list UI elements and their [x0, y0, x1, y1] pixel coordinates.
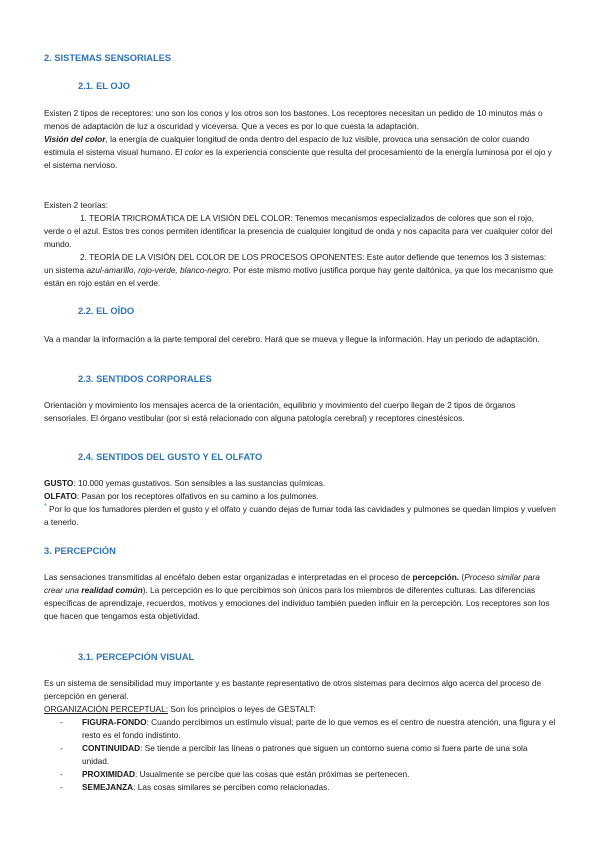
receptores-paragraph: Existen 2 tipos de receptores: uno son los conos y los otros son los bastones. Los receptores necesitan un pedido de 10 minutos más o menos de adaptación de luz a oscuridad y viceversa. Que a veces es por lo que cuesta la adaptación. [44, 108, 543, 131]
heading-sentidos-corporales: 2.3. SENTIDOS CORPORALES [78, 374, 212, 384]
asterisk-icon: * [44, 503, 47, 511]
teorias-intro: Existen 2 teorías: [44, 200, 109, 210]
percepcion-open-paren: ( [459, 572, 465, 582]
list-item [66, 716, 556, 742]
heading-percepcion: 3. PERCEPCIÓN [44, 546, 116, 556]
heading-gusto-olfato: 2.4. SENTIDOS DEL GUSTO Y EL OLFATO [78, 452, 263, 462]
sentidos-corporales-body [44, 399, 556, 425]
heading-sistemas-sensoriales: 2. SISTEMAS SENSORIALES [44, 53, 172, 63]
vision-color-paragraph [44, 133, 556, 172]
percepcion-visual-body [44, 677, 556, 794]
oido-paragraph: Va a mandar la información a la parte temporal del cerebro. Hará que se mueva y llegue la información. Hay un periodo de adaptación. [44, 334, 540, 344]
teoria-tricromatica: 1. TEORÍA TRICROMÁTICA DE LA VISIÓN DEL COLOR: Tenemos mecanismos especializados de colores que son el rojo, verde o el azul. Estos tres conos permiten identificar la presencia de cualquier longitud de onda y nos capacita para ver cualquier color del mundo. [44, 213, 553, 249]
vision-color-text-a: , la energía de cualquier longitud de onda dentro del espacio de luz visible, provoca una sensación de color cuando estimula el sistema visual humano. El [44, 134, 530, 157]
olfato-label: OLFATO [44, 491, 77, 501]
gusto-label: GUSTO [44, 478, 74, 488]
teorias-block [44, 199, 556, 290]
gestalt-item-text: : Las cosas similares se perciben como relacionadas. [133, 782, 330, 792]
gusto-olfato-body [44, 477, 556, 529]
olfato-line [44, 490, 556, 503]
gestalt-item-text: : Se tiende a percibir las líneas o patrones que siguen un contorno suena como si fuera parte de una sola unidad. [82, 743, 528, 766]
percepcion-text-c: ). La percepción es lo que percibimos son únicos para los miembros de diferentes culturas. Las diferencias específicas de aprendizaje, recuerdos, motivos y emociones del individuo también pueden influir en la percepción. Los receptores son los que hacen que tengamos esta objetividad. [44, 585, 550, 621]
percepcion-visual-paragraph: Es un sistema de sensibilidad muy importante y es bastante representativo de otros sistemas para decirnos algo acerca del proceso de percepción en general. [44, 678, 542, 701]
list-item [66, 768, 556, 781]
gestalt-item-label: CONTINUIDAD [82, 743, 141, 753]
gusto-text: : 10.000 yemas gustativos. Son sensibles a las sustancias químicas. [73, 478, 326, 488]
fumadores-note-text: Por lo que los fumadores pierden el gusto y el olfato y cuando dejas de fumar toda las cavidades y pulmones se quedan limpios y vuelven a tenerlo. [44, 504, 556, 527]
gestalt-item-label: SEMEJANZA [82, 782, 134, 792]
teoria2-italic: azul-amarillo, rojo-verde, blanco-negro. [86, 265, 231, 275]
color-term: color [184, 147, 203, 157]
organizacion-perceptual-label: ORGANIZACIÓN PERCEPTUAL: [44, 704, 169, 714]
teoria-procesos-oponentes [44, 251, 556, 290]
percepcion-text-a: Las sensaciones transmitidas al encéfalo deben estar organizadas e interpretadas en el proceso de [44, 572, 413, 582]
el-ojo-body [44, 107, 556, 172]
corporales-paragraph: Orientación y movimiento los mensajes acerca de la orientación, equilibrio y movimiento del cuerpo llegan de 2 tipos de órganos sensoriales. El órgano vestibular (por si está relacionado con alguna patología cerebral) y receptores cinestésicos. [44, 400, 516, 423]
heading-el-oido: 2.2. EL OÍDO [78, 306, 135, 316]
gestalt-item-label: PROXIMIDAD [82, 769, 136, 779]
olfato-text: : Pasan por los receptores olfativos en su camino a los pulmones. [76, 491, 319, 501]
gusto-line [44, 477, 556, 490]
gestalt-list [44, 716, 556, 794]
organizacion-perceptual-line [44, 703, 556, 716]
heading-el-ojo: 2.1. EL OJO [78, 81, 131, 91]
realidad-comun-term: realidad común [81, 585, 143, 595]
percepcion-term: percepción. [412, 572, 460, 582]
gestalt-item-text: : Cuando percibimos un estímulo visual; parte de lo que vemos es el centro de nuestra atención, una figura y el resto es el fondo indistinto. [82, 717, 556, 740]
gestalt-item-label: FIGURA-FONDO [82, 717, 147, 727]
vision-color-term: Visión del color [44, 134, 106, 144]
percepcion-paragraph [44, 571, 556, 623]
percepcion-italic: Proceso similar para crear una [44, 572, 540, 595]
teoria2-text-b: Por este mismo motivo justifica porque hay gente daltónica, ya que los mecanismo que están en rojo están en el verde. [44, 265, 554, 288]
el-oido-body [44, 333, 556, 346]
vision-color-text-b: es la experiencia consciente que resulta del procesamiento de la energía luminosa por el ojo y el sistema nervioso. [44, 147, 552, 170]
teoria2-text-a: 2. TEORÍA DE LA VISIÓN DEL COLOR DE LOS PROCESOS OPONENTES: Este autor defiende que tenemos los 3 sistemas: un sistema [44, 252, 547, 275]
list-item [66, 781, 556, 794]
heading-percepcion-visual: 3.1. PERCEPCIÓN VISUAL [78, 652, 195, 662]
list-item [66, 742, 556, 768]
percepcion-body [44, 571, 556, 623]
organizacion-perceptual-text: Son los principios o leyes de GESTALT: [168, 704, 316, 714]
gestalt-item-text: : Usualmente se percibe que las cosas que están próximas se pertenecen. [135, 769, 410, 779]
fumadores-note [44, 503, 556, 529]
